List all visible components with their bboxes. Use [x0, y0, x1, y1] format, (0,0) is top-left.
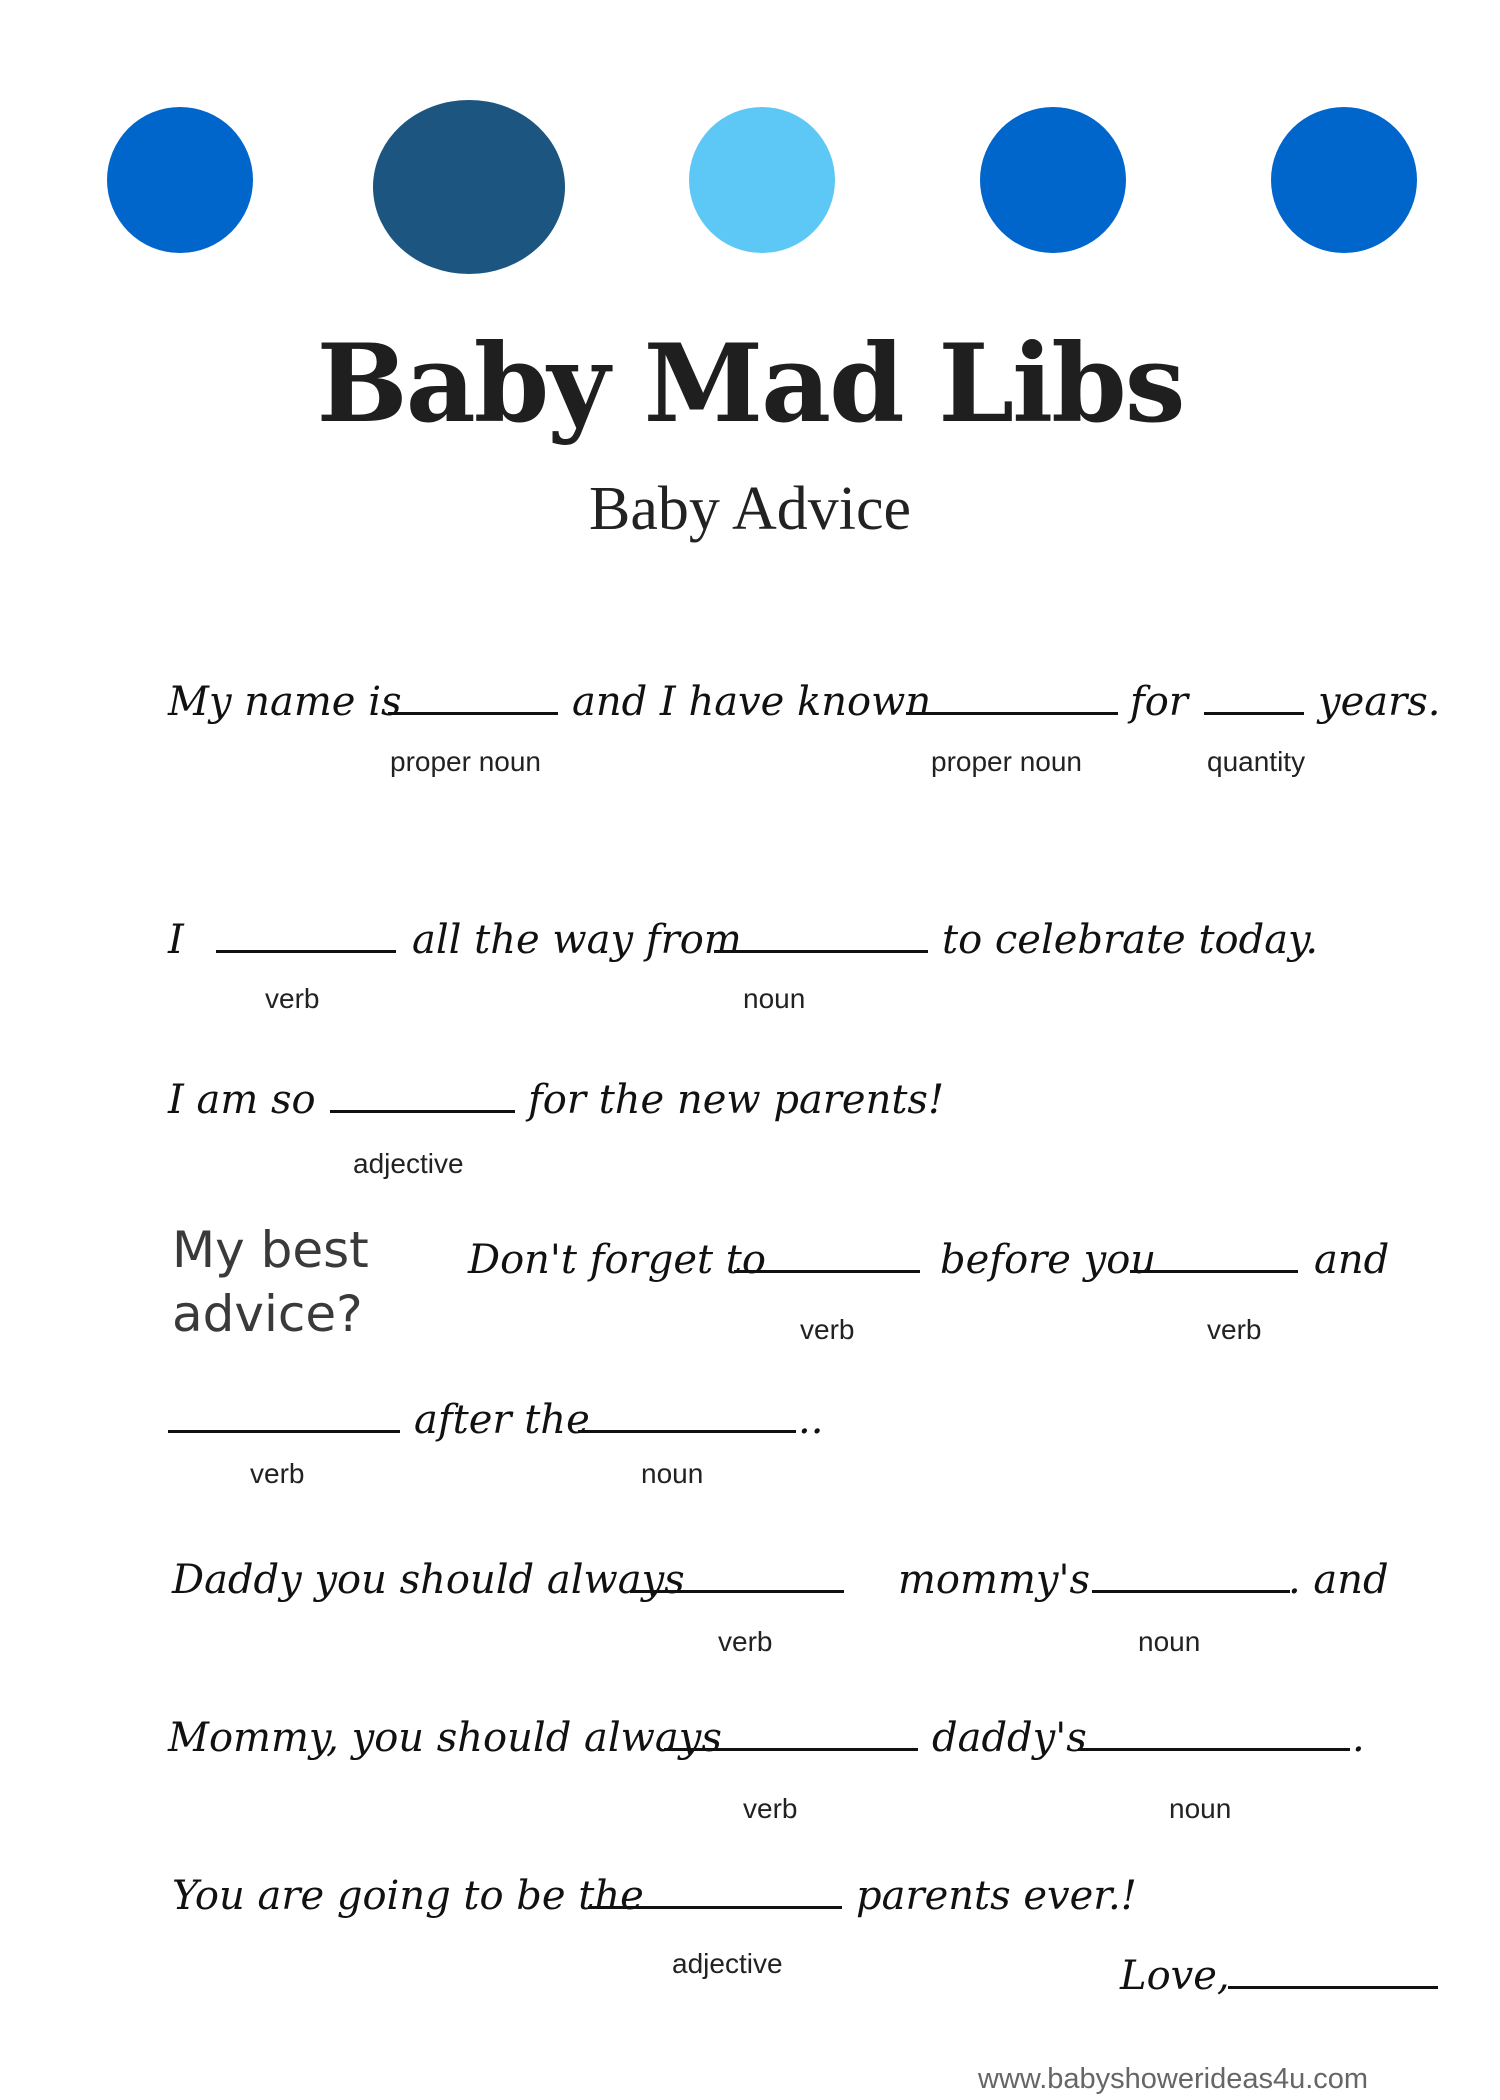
line5-blank-1[interactable]	[168, 1430, 400, 1433]
line5-text-2: ..	[798, 1397, 824, 1443]
page-subtitle: Baby Advice	[589, 475, 911, 543]
line2-blank-2[interactable]	[714, 950, 928, 953]
line1-hint-3: quantity	[1207, 746, 1306, 777]
line5-blank-2[interactable]	[578, 1430, 796, 1433]
line1-text-2: and I have known	[572, 679, 932, 725]
dot-4	[980, 107, 1126, 253]
signoff-text: Love,	[1120, 1953, 1230, 1999]
line4-blank-2[interactable]	[1130, 1270, 1298, 1273]
line7-text-3: .	[1352, 1715, 1365, 1761]
advice-label-line-2: advice?	[172, 1285, 363, 1343]
line4-text-1: Don't forget to	[468, 1237, 766, 1283]
line1-blank-2[interactable]	[906, 712, 1118, 715]
line6-text-2: mommy's	[898, 1557, 1090, 1603]
line1-blank-3[interactable]	[1204, 712, 1304, 715]
line4-hint-2: verb	[1207, 1314, 1262, 1345]
page-title: Baby Mad Libs	[316, 321, 1184, 447]
line3-text-1: I am so	[168, 1077, 316, 1123]
signoff-blank[interactable]	[1228, 1986, 1438, 1989]
line6-text-3: . and	[1288, 1557, 1389, 1603]
line6-blank-1[interactable]	[630, 1590, 844, 1593]
line4-text-3: and	[1314, 1237, 1390, 1283]
line7-hint-1: verb	[743, 1793, 798, 1824]
dot-2	[373, 100, 565, 274]
advice-label-line-1: My best	[172, 1221, 369, 1279]
line3-blank-1[interactable]	[330, 1110, 515, 1113]
line4-blank-1[interactable]	[734, 1270, 920, 1273]
line2-hint-1: verb	[265, 983, 320, 1014]
footer-url: www.babyshowerideas4u.com	[978, 2063, 1369, 2095]
line7-blank-1[interactable]	[664, 1748, 918, 1751]
line7-text-2: daddy's	[932, 1715, 1087, 1761]
line2-hint-2: noun	[743, 983, 806, 1014]
line2-text-3: to celebrate today.	[942, 917, 1319, 963]
line7-blank-2[interactable]	[1078, 1748, 1350, 1751]
line8-blank-1[interactable]	[588, 1906, 842, 1909]
line1-hint-1: proper noun	[390, 746, 542, 777]
line7-text-1: Mommy, you should always	[168, 1715, 722, 1761]
line5-hint-1: verb	[250, 1458, 305, 1489]
line3-hint-1: adjective	[353, 1148, 464, 1179]
line2-text-2: all the way from	[412, 917, 742, 963]
line1-text-4: years.	[1318, 679, 1441, 725]
advice-label	[172, 1218, 369, 1346]
line1-blank-1[interactable]	[388, 712, 558, 715]
line6-text-1: Daddy you should always	[172, 1557, 685, 1603]
line1-hint-2: proper noun	[931, 746, 1083, 777]
dot-1	[107, 107, 253, 253]
line2-text-1: I	[168, 917, 184, 963]
line3-text-2: for the new parents!	[528, 1077, 945, 1123]
line6-hint-1: verb	[718, 1626, 773, 1657]
line1-text-3: for	[1130, 679, 1189, 725]
line4-text-2: before you	[940, 1237, 1157, 1283]
line8-text-2: parents ever.!	[856, 1873, 1137, 1919]
dot-5	[1271, 107, 1417, 253]
line6-hint-2: noun	[1138, 1626, 1201, 1657]
line1-text-1: My name is	[168, 679, 402, 725]
line7-hint-2: noun	[1169, 1793, 1232, 1824]
line8-text-1: You are going to be the	[172, 1873, 644, 1919]
dot-3	[689, 107, 835, 253]
line4-hint-1: verb	[800, 1314, 855, 1345]
line8-hint-1: adjective	[672, 1948, 783, 1979]
line5-text-1: after the	[414, 1397, 590, 1443]
line2-blank-1[interactable]	[216, 950, 396, 953]
line6-blank-2[interactable]	[1092, 1590, 1290, 1593]
line5-hint-2: noun	[641, 1458, 704, 1489]
